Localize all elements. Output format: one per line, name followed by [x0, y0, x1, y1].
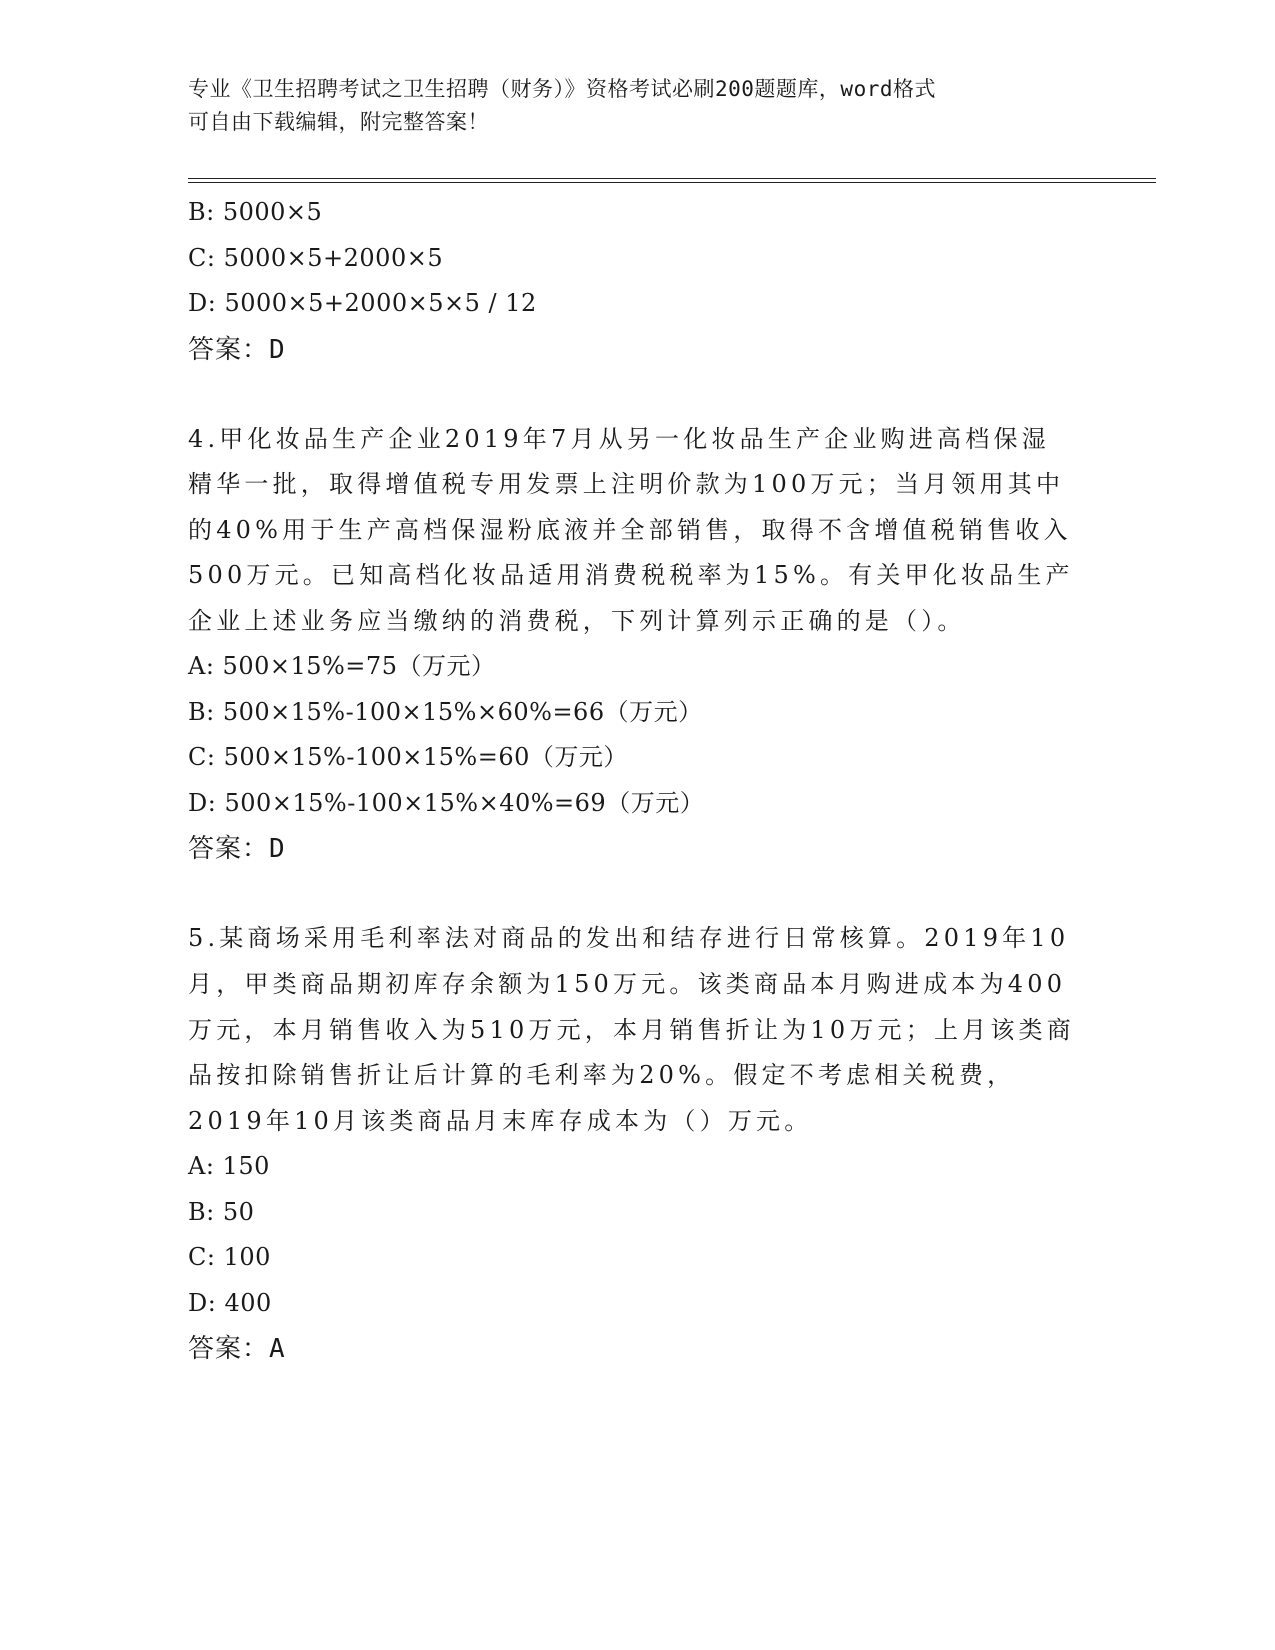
option-c: C: 500×15%-100×15%=60（万元） — [188, 743, 628, 772]
option-a: A: 150 — [188, 1152, 270, 1181]
option-d: D: 500×15%-100×15%×40%=69（万元） — [188, 788, 705, 817]
option-c: C: 5000×5+2000×5 — [188, 243, 444, 272]
previous-question-tail — [188, 190, 1088, 373]
answer-line: 答案：D — [188, 834, 286, 865]
question-stem: 5.某商场采用毛利率法对商品的发出和结存进行日常核算。2019年10月，甲类商品期初库存余额为150万元。该类商品本月购进成本为400万元，本月销售收入为510万元，本月销售折让为10万元；上月该类商品按扣除销售折让后计算的毛利率为20%。假定不考虑相关税费，2019年10月该类商品月末库存成本为（）万元。 — [188, 924, 1075, 1135]
option-c: C: 100 — [188, 1243, 271, 1272]
header-title-line-1: 专业《卫生招聘考试之卫生招聘（财务）》资格考试必刷200题题库，word格式 — [188, 77, 936, 101]
answer-line: 答案：A — [188, 1334, 286, 1365]
header-title-line-2: 可自由下载编辑，附完整答案！ — [188, 110, 489, 134]
option-b: B: 500×15%-100×15%×60%=66（万元） — [188, 697, 703, 726]
option-b: B: 50 — [188, 1197, 255, 1226]
option-d: D: 5000×5+2000×5×5 / 12 — [188, 289, 537, 317]
question-content — [188, 190, 1088, 1372]
answer-line: 答案：D — [188, 334, 286, 365]
page-header — [188, 73, 1068, 139]
header-divider — [188, 178, 1156, 183]
option-a: A: 500×15%=75（万元） — [188, 652, 496, 681]
option-b: B: 5000×5 — [188, 198, 323, 226]
question-stem: 4.甲化妆品生产企业2019年7月从另一化妆品生产企业购进高档保湿精华一批，取得增值税专用发票上注明价款为100万元；当月领用其中的40%用于生产高档保湿粉底液并全部销售，取得不含增值税销售收入500万元。已知高档化妆品适用消费税税率为15%。有关甲化妆品生产企业上述业务应当缴纳的消费税，下列计算列示正确的是（）。 — [188, 424, 1074, 635]
question-4 — [188, 417, 1088, 873]
question-5 — [188, 916, 1088, 1372]
option-d: D: 400 — [188, 1288, 272, 1317]
